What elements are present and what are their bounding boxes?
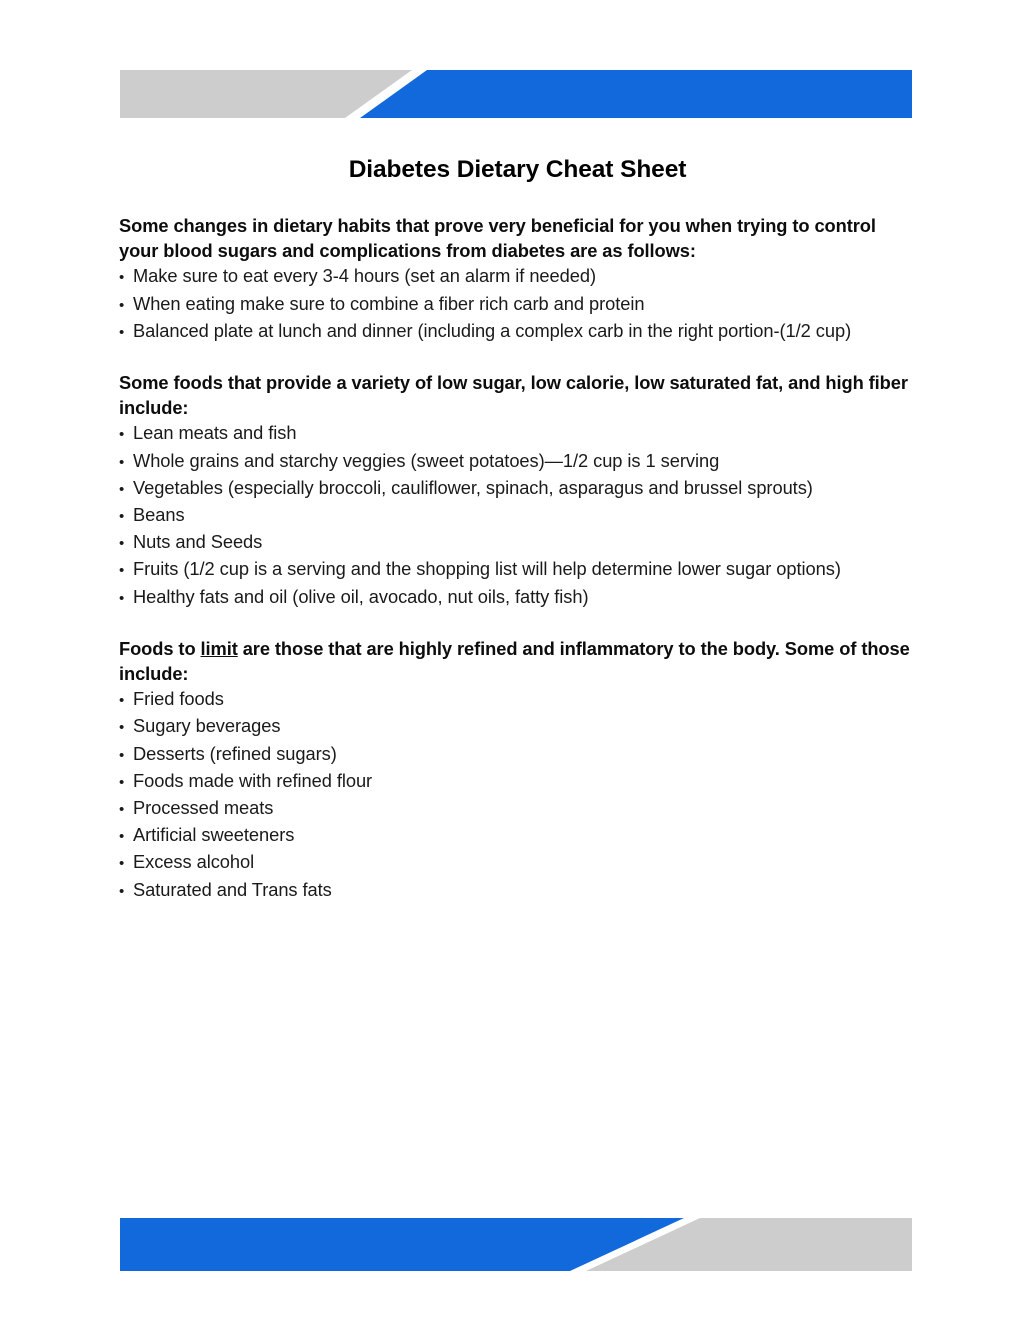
bullet-icon: • [119,801,125,819]
bullet-icon: • [119,882,125,900]
bullet-icon: • [119,719,125,737]
bullet-icon: • [119,589,125,607]
bullet-icon: • [119,426,125,444]
bullet-icon: • [119,855,125,873]
list-item-text: When eating make sure to combine a fiber rich carb and protein [133,292,645,314]
list-item-text: Saturated and Trans fats [133,878,332,900]
list-item-text: Processed meats [133,797,274,819]
section-foods-to-limit-heading-prefix: Foods to [119,637,201,659]
list-item [119,502,914,529]
bullet-icon: • [119,828,125,846]
section-changes-heading-text: Some changes in dietary habits that prove very beneficial for you when trying to control your blood sugars and complications from diabetes are as follows: [119,215,876,262]
section-changes [119,213,914,345]
list-item [119,420,914,447]
document-body [119,156,914,904]
list-item [119,263,914,290]
bullet-icon: • [119,692,125,710]
bullet-icon: • [119,480,125,498]
list-item [119,291,914,318]
header-banner [120,70,912,118]
section-foods-to-limit [119,636,914,904]
list-item [119,849,914,876]
list-item [119,556,914,583]
list-item-text: Nuts and Seeds [133,531,263,553]
section-changes-heading [119,213,914,263]
footer-banner-blue-shape [120,1218,684,1271]
section-recommended-foods-list [119,420,914,610]
section-recommended-foods-heading-text: Some foods that provide a variety of low sugar, low calorie, low saturated fat, and high fiber include: [119,372,908,419]
list-item [119,768,914,795]
list-item [119,318,914,345]
bullet-icon: • [119,269,125,287]
bullet-icon: • [119,746,125,764]
section-foods-to-limit-heading-suffix: are those that are highly refined and inflammatory to the body. Some of those include: [119,637,910,685]
list-item [119,713,914,740]
list-item-text: Vegetables (especially broccoli, cauliflower, spinach, asparagus and brussel sprouts) [133,476,813,498]
list-item-text: Beans [133,504,185,526]
list-item [119,529,914,556]
list-item-text: Desserts (refined sugars) [133,742,337,764]
list-item [119,741,914,768]
bullet-icon: • [119,535,125,553]
header-banner-gray-shape [120,70,412,118]
list-item [119,686,914,713]
list-item-text: Excess alcohol [133,851,255,873]
list-item-text: Balanced plate at lunch and dinner (including a complex carb in the right portion-(1/2 cup) [133,319,852,341]
list-item-text: Whole grains and starchy veggies (sweet potatoes)—1/2 cup is 1 serving [133,449,720,471]
bullet-icon: • [119,773,125,791]
header-banner-blue-shape [360,70,912,118]
list-item [119,475,914,502]
list-item-text: Fruits (1/2 cup is a serving and the shopping list will help determine lower sugar options) [133,558,841,580]
section-recommended-foods [119,370,914,611]
bullet-icon: • [119,296,125,314]
footer-banner-graphic [120,1218,912,1271]
section-foods-to-limit-heading [119,636,914,686]
section-recommended-foods-heading [119,370,914,420]
section-changes-list [119,263,914,345]
section-foods-to-limit-heading-underlined-word: limit [200,637,238,659]
footer-banner [120,1218,912,1271]
list-item [119,877,914,904]
bullet-icon: • [119,562,125,580]
list-item-text: Lean meats and fish [133,422,297,444]
list-item-text: Sugary beverages [133,715,281,737]
section-foods-to-limit-list [119,686,914,904]
list-item-text: Artificial sweeteners [133,824,295,846]
bullet-icon: • [119,508,125,526]
list-item-text: Foods made with refined flour [133,769,373,791]
list-item-text: Make sure to eat every 3-4 hours (set an alarm if needed) [133,265,596,287]
list-item [119,584,914,611]
page-title: Diabetes Dietary Cheat Sheet [348,156,687,183]
header-banner-graphic [120,70,912,118]
list-item-text: Healthy fats and oil (olive oil, avocado, nut oils, fatty fish) [133,585,589,607]
list-item [119,795,914,822]
bullet-icon: • [119,323,125,341]
bullet-icon: • [119,453,125,471]
list-item [119,822,914,849]
list-item [119,448,914,475]
list-item-text: Fried foods [133,688,224,710]
